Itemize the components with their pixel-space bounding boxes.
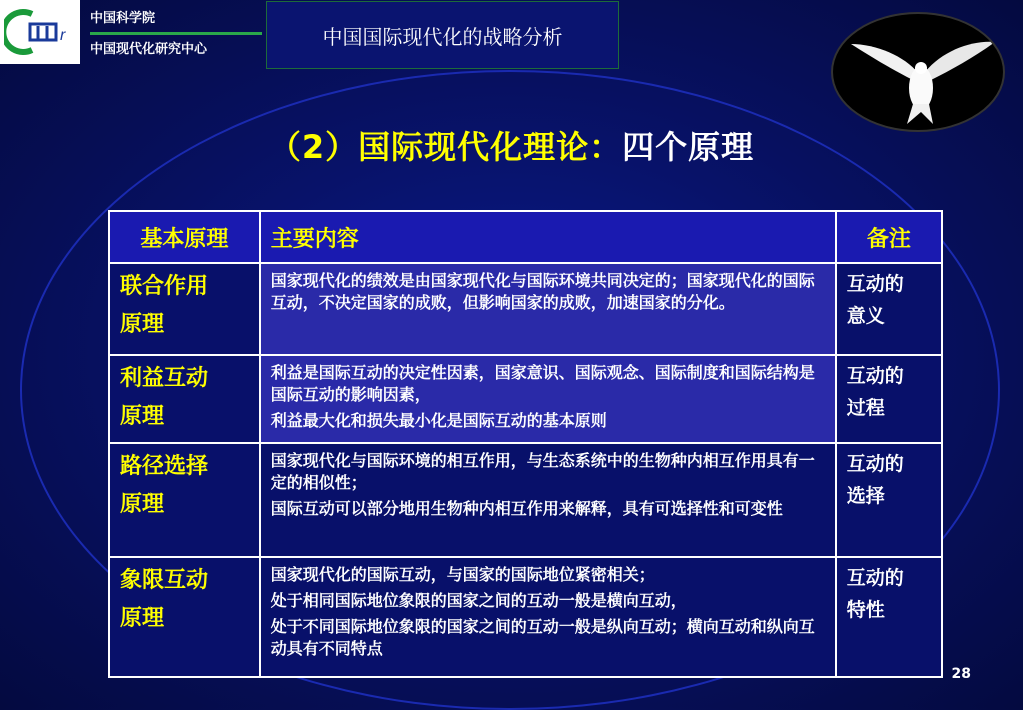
org-divider — [90, 32, 262, 35]
title-number: （2） — [268, 128, 359, 166]
principle-name-line1: 利益互动 — [120, 366, 209, 391]
dove-image — [831, 12, 1005, 132]
content-paragraph: 处于相同国际地位象限的国家之间的互动一般是横向互动， — [270, 591, 687, 610]
principle-name — [109, 557, 260, 677]
principles-table — [108, 210, 943, 678]
principle-content — [260, 263, 836, 355]
content-paragraph: 国家现代化与国际环境的相互作用，与生态系统中的生物种内相互作用具有一定的相似性； — [270, 451, 815, 492]
note-line1: 互动的 — [846, 453, 904, 475]
note-line2: 特性 — [846, 599, 885, 621]
note-line1: 互动的 — [846, 273, 904, 295]
principle-name-line2: 原理 — [120, 404, 165, 429]
content-paragraph: 利益最大化和损失最小化是国际互动的基本原则 — [270, 411, 607, 430]
note-line2: 过程 — [846, 397, 885, 419]
subject-title: 中国国际现代化的战略分析 — [266, 1, 619, 69]
principle-name-line2: 原理 — [120, 606, 165, 631]
organization-block — [90, 8, 262, 61]
table-row — [109, 557, 942, 677]
principle-name — [109, 443, 260, 557]
org-name: 中国科学院 — [90, 11, 156, 26]
principle-name-line2: 原理 — [120, 492, 165, 517]
header-note: 备注 — [836, 211, 942, 263]
content-paragraph: 处于不同国际地位象限的国家之间的互动一般是纵向互动；横向互动和纵向互动具有不同特点 — [270, 617, 815, 658]
principle-name-line1: 路径选择 — [120, 454, 209, 479]
note-line2: 意义 — [846, 305, 885, 327]
title-main: 国际现代化理论： — [358, 128, 623, 166]
content-paragraph: 利益是国际互动的决定性因素，国家意识、国际观念、国际制度和国际结构是国际互动的影响因素， — [270, 363, 815, 404]
table-row — [109, 443, 942, 557]
principle-note — [836, 443, 942, 557]
note-line2: 选择 — [846, 485, 885, 507]
logo — [0, 0, 80, 64]
org-center-name: 中国现代化研究中心 — [90, 42, 208, 57]
principle-content — [260, 355, 836, 443]
header-content: 主要内容 — [260, 211, 836, 263]
principle-note — [836, 557, 942, 677]
principle-note — [836, 263, 942, 355]
content-paragraph: 国际互动可以部分地用生物种内相互作用来解释，具有可选择性和可变性 — [270, 499, 783, 518]
principle-content — [260, 557, 836, 677]
principle-name-line1: 联合作用 — [120, 274, 209, 299]
principle-content — [260, 443, 836, 557]
principle-note — [836, 355, 942, 443]
table-row — [109, 263, 942, 355]
table-row — [109, 355, 942, 443]
title-sub: 四个原理 — [622, 128, 755, 166]
page-number: 28 — [951, 666, 971, 682]
principle-name-line2: 原理 — [120, 312, 165, 337]
svg-text:r: r — [60, 27, 66, 44]
principle-name-line1: 象限互动 — [120, 568, 209, 593]
content-paragraph: 国家现代化的国际互动，与国家的国际地位紧密相关； — [270, 565, 655, 584]
cmr-logo-icon — [4, 6, 76, 58]
header-principle: 基本原理 — [109, 211, 260, 263]
table-header-row — [109, 211, 942, 263]
slide-title — [0, 122, 1023, 168]
dove-icon — [833, 14, 1003, 130]
principle-name — [109, 355, 260, 443]
note-line1: 互动的 — [846, 365, 904, 387]
principle-name — [109, 263, 260, 355]
note-line1: 互动的 — [846, 567, 904, 589]
content-paragraph: 国家现代化的绩效是由国家现代化与国际环境共同决定的；国家现代化的国际互动，不决定国家的成败，但影响国家的成败，加速国家的分化。 — [270, 271, 815, 312]
